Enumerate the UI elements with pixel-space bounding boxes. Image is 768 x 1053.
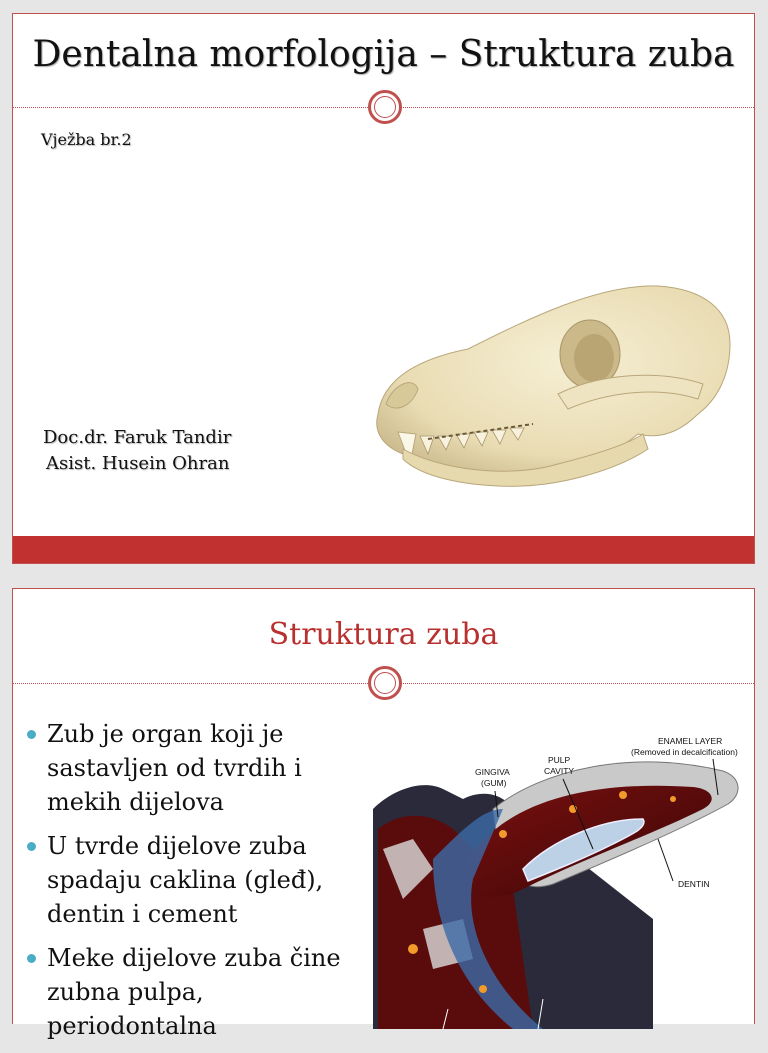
dentin-label: DENTIN [678, 879, 710, 889]
bullet-item: Zub je organ koji je sastavljen od tvrdih i mekih dijelova [23, 717, 363, 819]
gum-label: (GUM) [481, 778, 507, 788]
tooth-cross-section-diagram [373, 699, 753, 1029]
slide-title: Struktura zuba [268, 617, 499, 652]
title-slide [12, 13, 755, 564]
bullet-item: Meke dijelove zuba čine zubna pulpa, periodontalna [23, 941, 363, 1043]
bullet-item: U tvrde dijelove zuba spadaju caklina (gleđ), dentin i cement [23, 829, 363, 931]
enamel-note-label: (Removed in decalcification) [631, 747, 738, 757]
assistant-name: Asist. Husein Ohran [46, 453, 230, 474]
gingiva-label: GINGIVA [475, 767, 510, 777]
bullet-icon [27, 954, 36, 963]
author-name: Doc.dr. Faruk Tandir [43, 427, 232, 448]
bullet-icon [27, 842, 36, 851]
dog-skull-image [358, 264, 738, 494]
pulp-label: PULP [548, 755, 571, 765]
circle-ornament-icon [368, 90, 402, 124]
circle-ornament-icon [368, 666, 402, 700]
footer-bar [13, 536, 754, 563]
slide-title: Dentalna morfologija – Struktura zuba [32, 34, 735, 75]
content-slide [12, 588, 755, 1040]
enamel-label: ENAMEL LAYER [658, 736, 723, 746]
cavity-label: CAVITY [544, 766, 575, 776]
bullet-list [23, 717, 363, 1053]
bullet-icon [27, 730, 36, 739]
exercise-label: Vježba br.2 [41, 130, 132, 149]
